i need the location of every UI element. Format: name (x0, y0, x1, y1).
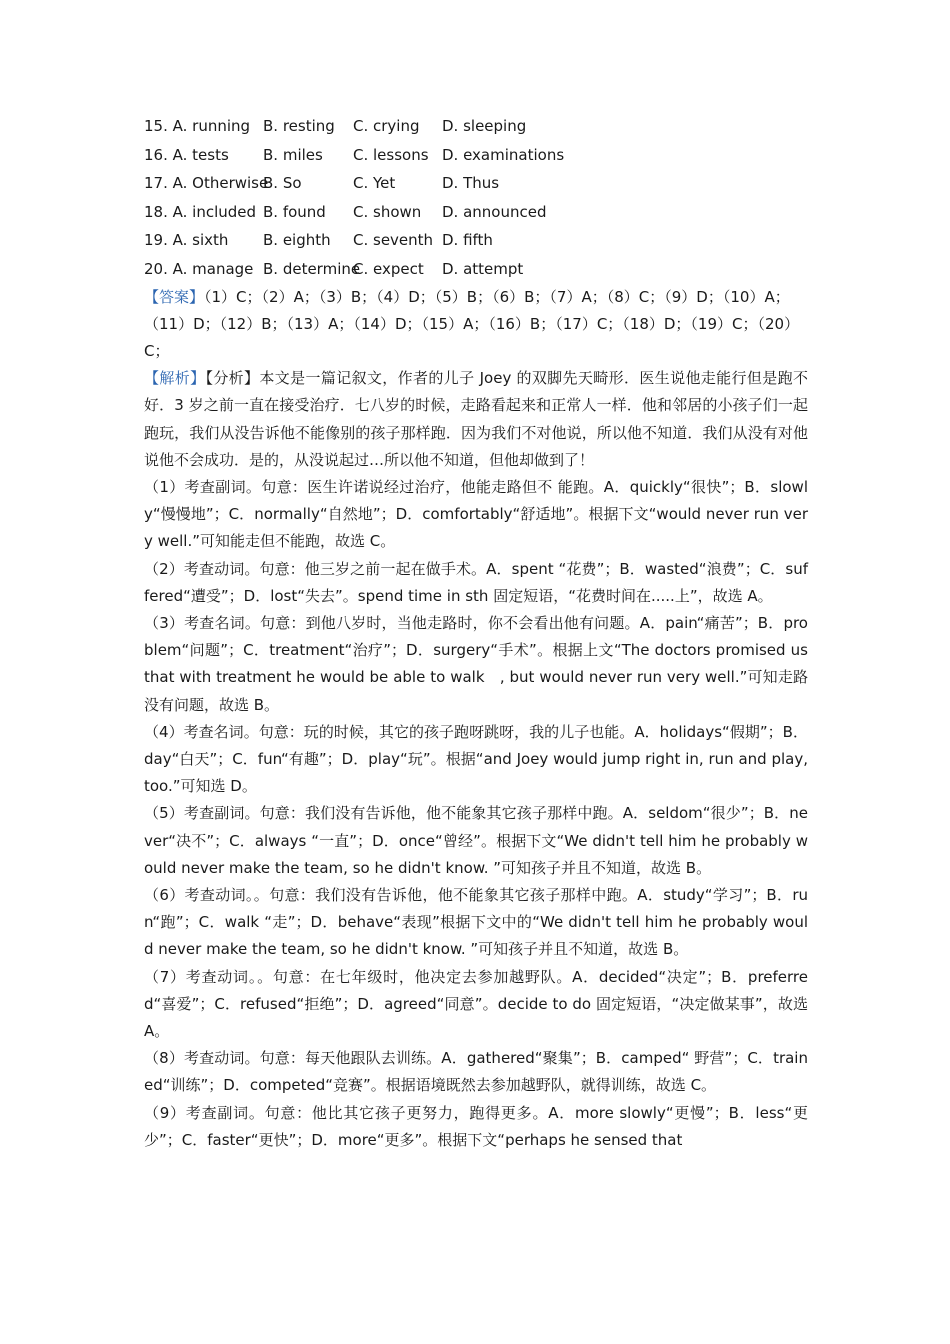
option-c: C. shown (353, 202, 422, 221)
analysis-item-2: （2）考查动词。句意：他三岁之前一起在做手术。A．spent “花费”；B．wasted“浪费”；C．suffered“遭受”；D．lost“失去”。spend time in sth 固定短语，“花费时间在.....上”，故选 A。 (144, 559, 808, 605)
option-a: 19. A. sixth (144, 231, 229, 250)
analysis-item-1: （1）考查副词。句意：医生许诺说经过治疗，他能走路但不 能跑。A．quickly“很快”；B．slowly“慢慢地”；C．normally“自然地”；D．comfortably“舒适地”。根据下文“would never run very well.”可知能走但不能跑，故选 C。 (144, 477, 808, 551)
option-b: B. determine (263, 259, 361, 278)
question-options (144, 112, 808, 284)
option-a: 16. A. tests (144, 145, 229, 164)
option-b: B. So (263, 174, 302, 193)
option-c: C. crying (353, 117, 420, 135)
option-c: C. lessons (353, 145, 429, 164)
analysis-tag: 【解析】 (144, 369, 206, 388)
analysis-item-9: （9）考查副词。句意：他比其它孩子更努力，跑得更多。A．more slowly“更慢”；B．less“更少”；C．faster“更快”；D．more“更多”。根据下文“perhaps he sensed that (144, 1103, 808, 1149)
option-d: D. attempt (442, 259, 524, 278)
analysis-item-5: （5）考查副词。句意：我们没有告诉他，他不能象其它孩子那样中跑。A．seldom“很少”；B．never“决不”；C．always “一直”；D．once“曾经”。根据下文“We didn't tell him he probably would never make the team, so he didn't know. ”可知孩子并且不知道，故选 B。 (144, 804, 808, 877)
option-row-17 (144, 169, 808, 198)
option-d: D. announced (442, 202, 547, 221)
option-d: D. sleeping (442, 117, 527, 135)
option-a: 15. A. running (144, 117, 251, 135)
answer-text: （1）C；（2）A；（3）B；（4）D；（5）B；（6）B；（7）A；（8）C；（9）D；（10）A；（11）D；（12）B；（13）A；（14）D；（15）A；（16）B；（17）C；（18）D；（19）C；（20）C； (144, 287, 800, 360)
analysis-item-8: （8）考查动词。句意：每天他跟队去训练。A．gathered“聚集”；B．camped“ 野营”；C．trained“训练”；D．competed“竞赛”。根据语境既然去参加越野队，就得训练，故选 C。 (144, 1049, 808, 1095)
analysis-item-4: （4）考查名词。句意：玩的时候，其它的孩子跑呀跳呀，我的儿子也能。A．holidays“假期”；B．day“白天”；C．fun“有趣”；D．play“玩”。根据“and Joey would jump right in, run and play, too.”可知选 D。 (144, 722, 808, 796)
analysis-item-7: （7）考查动词。。句意：在七年级时，他决定去参加越野队。A．decided“决定”；B．preferred“喜爱”；C．refused“拒绝”；D．agreed“同意”。decide to do 固定短语，“决定做某事”，故选 A。 (144, 967, 808, 1041)
option-row-15 (144, 112, 808, 141)
analysis-intro (144, 365, 808, 474)
option-row-20 (144, 255, 808, 284)
option-c: C. expect (353, 259, 424, 278)
option-d: D. fifth (442, 231, 493, 250)
option-a: 17. A. Otherwise (144, 174, 269, 193)
option-c: C. seventh (353, 231, 434, 250)
analysis-item-3: （3）考查名词。句意：到他八岁时，当他走路时，你不会看出他有问题。A．pain“痛苦”；B．problem“问题”；C．treatment“治疗”；D．surgery“手术”。根据上文“The doctors promised us that with treatment he would be able to walk , but would never run very well.”可知走路没有问题，故选 B。 (144, 614, 808, 714)
option-b: B. found (263, 202, 326, 221)
option-a: 20. A. manage (144, 259, 254, 278)
answer-block (144, 284, 808, 366)
option-d: D. examinations (442, 145, 565, 164)
option-b: B. resting (263, 117, 335, 135)
analysis-intro-text: 【分析】本文是一篇记叙文，作者的儿子 Joey 的双脚先天畸形．医生说他走能行但是跑不好．3 岁之前一直在接受治疗．七八岁的时候，走路看起来和正常人一样．他和邻居的小孩子们一起跑玩，我们从没告诉他不能像别的孩子那样跑．因为我们不对他说，所以他不知道．我们从没有对他说他不会成功．是的，从没说起过…所以他不知道，但他却做到了！ (144, 369, 808, 469)
option-c: C. Yet (353, 174, 396, 193)
answer-tag: 【答案】 (144, 287, 205, 306)
option-d: D. Thus (442, 174, 500, 193)
analysis-item-6: （6）考查动词。。句意：我们没有告诉他，他不能象其它孩子那样中跑。A．study“学习”；B．run“跑”；C．walk “走”；D．behave“表现”根据下文中的“We didn't tell him he probably would never make the team, so he didn't know. ”可知孩子并且不知道，故选 B。 (144, 886, 808, 959)
document-page (144, 112, 808, 1154)
option-row-16 (144, 141, 808, 170)
option-b: B. eighth (263, 231, 331, 250)
option-a: 18. A. included (144, 202, 257, 221)
option-b: B. miles (263, 145, 323, 164)
option-row-19 (144, 226, 808, 255)
option-row-18 (144, 198, 808, 227)
